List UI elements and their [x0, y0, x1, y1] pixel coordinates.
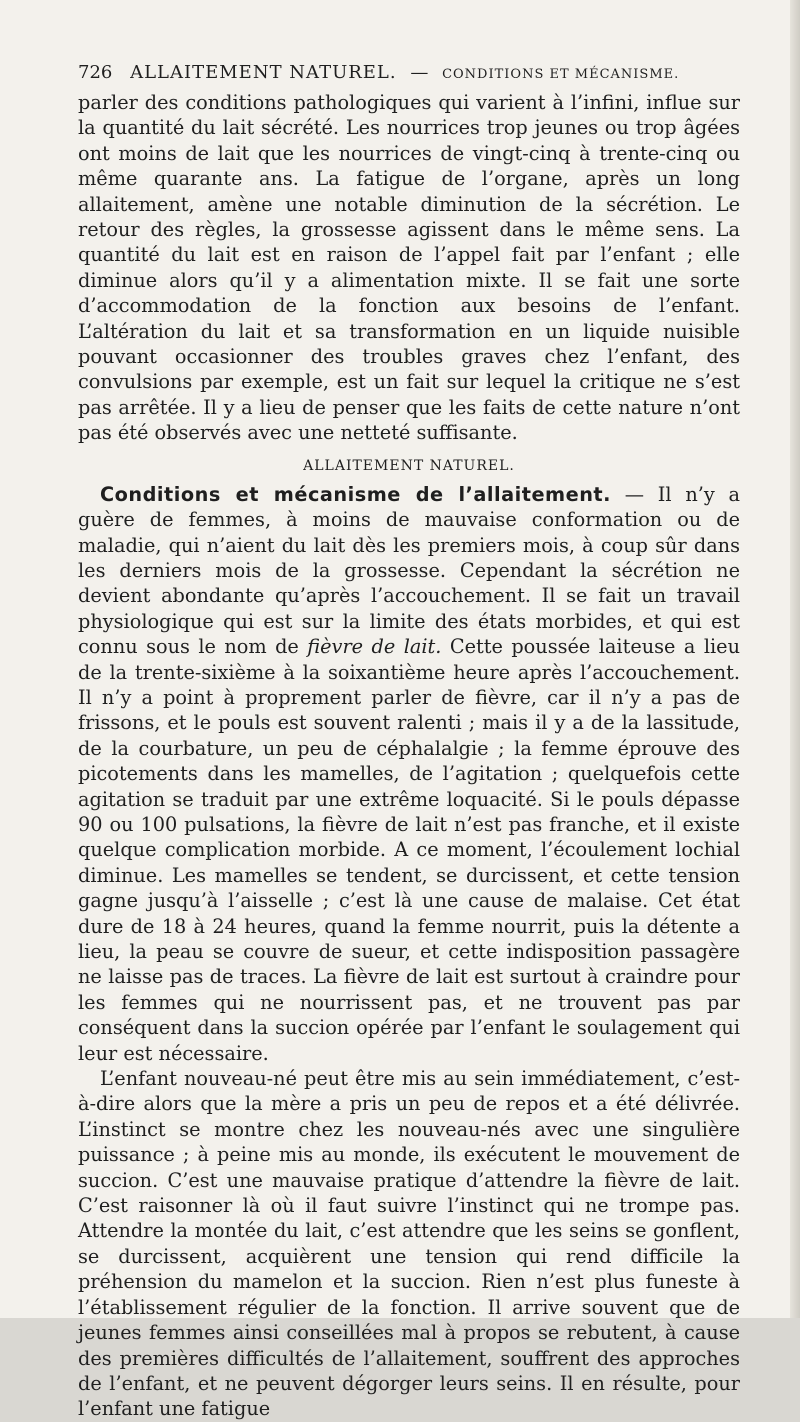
- paragraph-2-italic: fièvre de lait.: [307, 635, 442, 659]
- page-content: [78, 56, 740, 1422]
- running-subtitle: CONDITIONS ET MÉCANISME.: [442, 67, 680, 82]
- paragraph-2-text-1: — Il n’y a guère de femmes, à moins de mauvaise conformation ou de maladie, qui n’aient du lait dès les premiers mois, à coup sûr dans les derniers mois de la grossesse. Cependant la sécrétion ne devient abondante qu’après l’accouchement. Il se fait un travail physiologique qui est sur la limite des états morbides, et qui est connu sous le nom de: [78, 482, 741, 659]
- paragraph-3: [78, 1066, 740, 1422]
- running-title: ALLAITEMENT NATUREL.: [130, 62, 397, 83]
- paragraph-2-text-2: Cette poussée laiteuse a lieu de la trente-sixième à la soixantième heure après l’accouchement. Il n’y a point à proprement parler de fièvre, car il n’y a pas de frissons, et le pouls est souvent ralenti ; mais il y a de la lassitude, de la courbature, un peu de céphalalgie ; la femme éprouve des picotements dans les mamelles, de l’agitation ; quelquefois cette agitation se traduit par une extrême loquacité. Si le pouls dépasse 90 ou 100 pulsations, la fièvre de lait n’est pas franche, et il existe quelque complication morbide. A ce moment, l’écoulement lochial diminue. Les mamelles se tendent, se durcissent, et cette tension gagne jusqu’à l’aisselle ; c’est là une cause de malaise. Cet état dure de 18 à 24 heures, quand la femme nourrit, puis la détente a lieu, la peau se couvre de sueur, et cette indisposition passagère ne laisse pas de traces. La fièvre de lait est surtout à craindre pour les femmes qui ne nourrissent pas, et ne trouvent pas par conséquent dans la succion opérée par l’enfant le soulagement qui leur est nécessaire.: [78, 635, 740, 1065]
- running-head: [78, 56, 740, 90]
- paragraph-2: [78, 482, 740, 1066]
- page-edge: [790, 0, 800, 1318]
- paragraph-3-text: L’enfant nouveau-né peut être mis au sein immédiatement, c’est-à-dire alors que la mère a pris un peu de repos et a été délivrée. L’instinct se montre chez les nouveau-nés avec une singulière puissance ; à peine mis au monde, ils exécutent le mouvement de succion. C’est une mauvaise pratique d’attendre la fièvre de lait. C’est raisonner là où il faut suivre l’instinct qui ne trompe pas. Attendre la montée du lait, c’est attendre que les seins se gonflent, se durcissent, acquièrent une tension qui rend difficile la préhension du mamelon et la succion. Rien n’est plus funeste à l’établissement régulier de la fonction. Il arrive souvent que de jeunes femmes ainsi conseillées mal à propos se rebutent, à cause des premières difficultés de l’allaitement, souffrent des approches de l’enfant, et ne peuvent dégorger leurs seins. Il en résulte, pour l’enfant une fatigue: [78, 1067, 740, 1421]
- paragraph-1: parler des conditions pathologiques qui varient à l’infini, influe sur la quantité du lait sécrété. Les nourrices trop jeunes ou trop âgées ont moins de lait que les nourrices de vingt-cinq à trente-cinq ou même quarante ans. La fatigue de l’organe, après un long allaitement, amène une notable diminution de la sécrétion. Le retour des règles, la grossesse agissent dans le même sens. La quantité du lait est en raison de l’appel fait par l’enfant ; elle diminue alors qu’il y a alimentation mixte. Il se fait une sorte d’accommodation de la fonction aux besoins de l’enfant. L’altération du lait et sa transformation en un liquide nuisible pouvant occasionner des troubles graves chez l’enfant, des convulsions par exemple, est un fait sur lequel la critique ne s’est pas arrêtée. Il y a lieu de penser que les faits de cette nature n’ont pas été observés avec une netteté suffisante.: [78, 91, 740, 445]
- running-dash: —: [410, 62, 429, 83]
- page-number: 726: [78, 62, 113, 83]
- section-heading: ALLAITEMENT NATUREL.: [303, 457, 515, 474]
- paragraph-2-lead: Conditions et mécanisme de l’allaitement.: [100, 482, 611, 506]
